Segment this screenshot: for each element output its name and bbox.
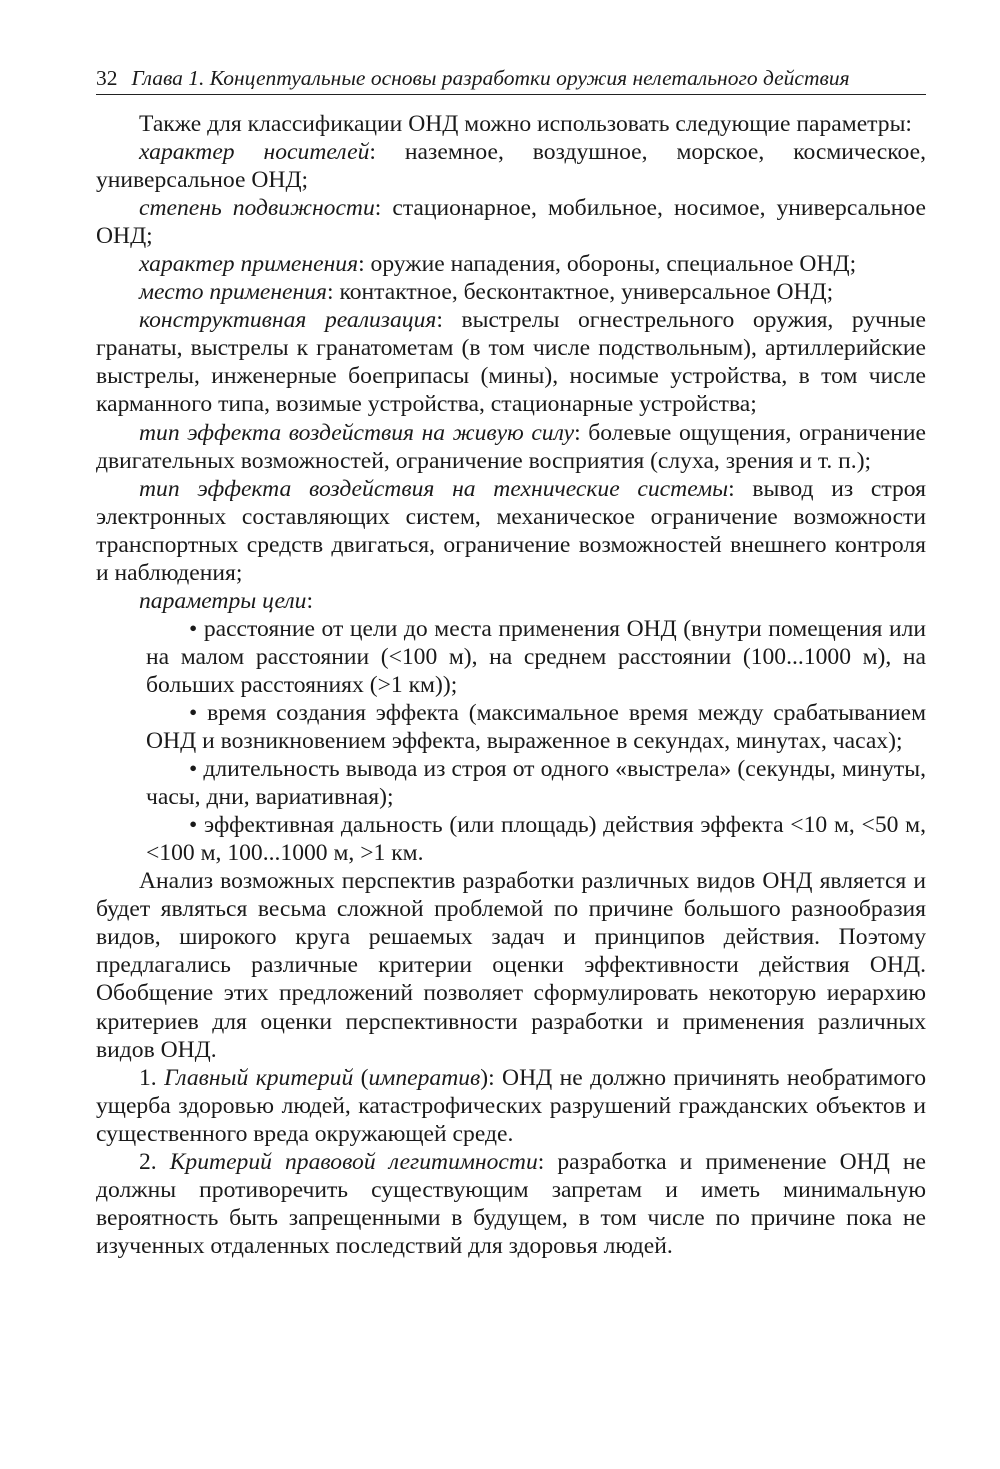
term-usage-place: место применения: [139, 279, 327, 306]
text-mobility: : стационарное, мобильное, носимое, универсальное ОНД;: [96, 195, 926, 250]
bullet-item: • эффективная дальность (или площадь) действия эффекта <10 м, <50 м, <100 м, 100...1000 м, >1 км.: [146, 812, 926, 867]
criterion-2-text: : разработка и применение ОНД не должны противоречить существующим запретам и иметь минимальную вероятность быть запрещенными в будущем, в том числе по причине пока не изученных отдаленных последствий для здоровья людей.: [96, 1148, 927, 1259]
criterion-2-number: 2.: [139, 1148, 170, 1175]
term-effect-personnel: тип эффекта воздействия на живую силу: [139, 419, 575, 446]
text-design: : выстрелы огнестрельного оружия, ручные гранаты, выстрелы к гранатометам (в том числе подствольным), артиллерийские выстрелы, инженерные боеприпасы (мины), носимые устройства, в том числе карманного типа, возимые устройства, стационарные устройства;: [96, 307, 926, 418]
text-usage-place: : контактное, бесконтактное, универсальное ОНД;: [327, 279, 834, 306]
term-design: конструктивная реализация: [139, 307, 437, 334]
criterion-1-number: 1.: [139, 1064, 165, 1091]
criterion-2: [96, 1148, 926, 1260]
running-header: [96, 64, 926, 95]
term-carriers: характер носителей: [139, 139, 370, 166]
bullet-item: • длительность вывода из строя от одного «выстрела» (секунды, минуты, часы, дни, вариативная);: [146, 756, 926, 811]
param-usage-place: [96, 278, 926, 306]
param-design: [96, 306, 926, 418]
term-effect-technical: тип эффекта воздействия на технические системы: [139, 475, 729, 502]
param-mobility: [96, 194, 926, 250]
param-target: [96, 587, 926, 615]
analysis-paragraph: Анализ возможных перспектив разработки различных видов ОНД является и будет являться весьма сложной проблемой по причине большого разнообразия видов, широкого круга решаемых задач и принципов действия. Поэтому предлагались различные критерии оценки эффективности действия ОНД. Обобщение этих предложений позволяет сформулировать некоторую иерархию критериев для оценки перспективности разработки и применения различных видов ОНД.: [96, 868, 926, 1063]
bullet-item: • время создания эффекта (максимальное время между срабатыванием ОНД и возникновением эффекта, выраженное в секундах, минутах, часах);: [146, 699, 926, 755]
text-target: :: [306, 587, 314, 614]
text-carriers: : наземное, воздушное, морское, космическое, универсальное ОНД;: [96, 139, 926, 194]
param-carriers: [96, 138, 926, 194]
text-effect-personnel: : болевые ощущения, ограничение двигательных возможностей, ограничение восприятия (слуха, зрения и т. п.);: [96, 419, 927, 474]
param-effect-personnel: [96, 419, 926, 475]
chapter-title: Глава 1. Концептуальные основы разработки оружия нелетального действия: [131, 66, 850, 90]
body-text: [96, 110, 926, 1260]
param-usage-nature: [96, 250, 926, 278]
term-mobility: степень подвижности: [139, 195, 375, 222]
criterion-1-term2: императив: [368, 1064, 481, 1091]
page-number: 32: [96, 66, 118, 90]
text-effect-technical: : вывод из строя электронных составляющих систем, механическое ограничение возможности транспортных средств двигаться, ограничение возможностей внешнего контроля и наблюдения;: [96, 475, 926, 586]
term-usage-nature: характер применения: [139, 251, 359, 278]
text-usage-nature: : оружие нападения, обороны, специальное ОНД;: [358, 251, 857, 278]
criterion-1-text: ): ОНД не должно причинять необратимого ущерба здоровью людей, катастрофических разрушений гражданских объектов и существенного вреда окружающей среде.: [96, 1064, 926, 1147]
term-target: параметры цели: [139, 587, 307, 614]
bullet-item: • расстояние от цели до места применения ОНД (внутри помещения или на малом расстоянии (<100 м), на среднем расстоянии (100...1000 м), на больших расстояниях (>1 км));: [146, 615, 926, 698]
criterion-1: [96, 1064, 926, 1148]
criterion-1-paren: (: [353, 1064, 369, 1091]
criterion-2-term: Критерий правовой легитимности: [169, 1148, 538, 1175]
param-effect-technical: [96, 475, 926, 587]
criterion-1-term: Главный критерий: [164, 1064, 354, 1091]
intro-paragraph: Также для классификации ОНД можно использовать следующие параметры:: [139, 111, 912, 137]
